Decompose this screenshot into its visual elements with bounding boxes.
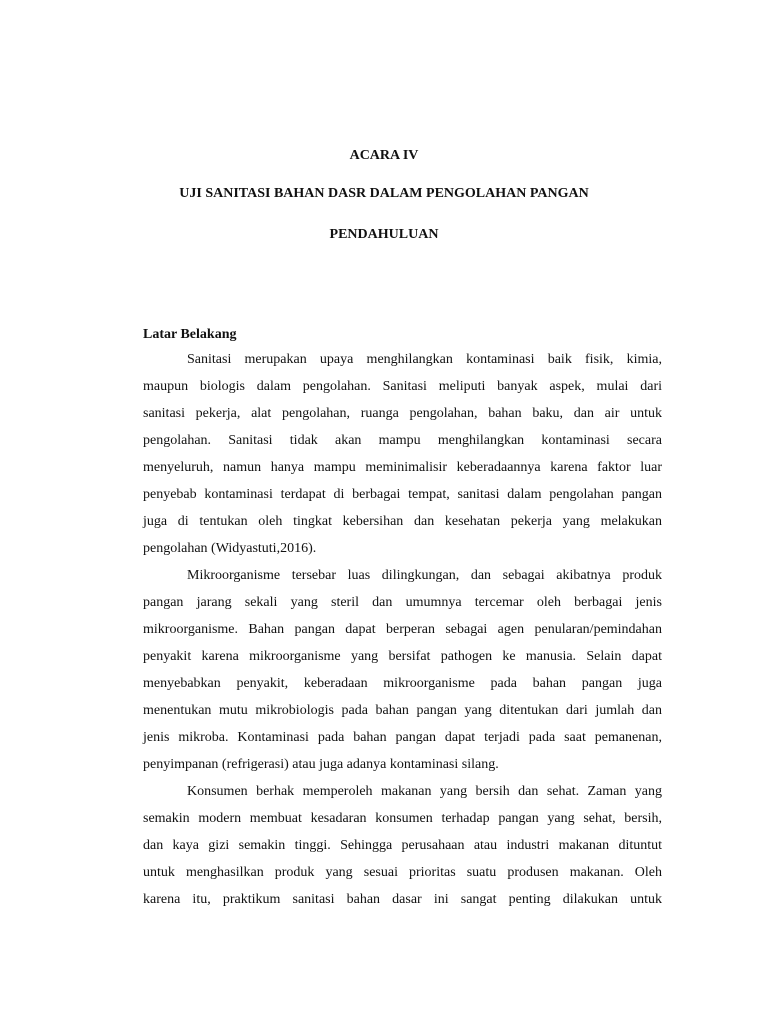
paragraph-line: dan kaya gizi semakin tinggi. Sehingga perusahaan atau industri makanan dituntut [143,838,662,853]
paragraph [143,562,662,778]
paragraph-line: penyimpanan (refrigerasi) atau juga adanya kontaminasi silang. [143,757,499,772]
chapter-title: UJI SANITASI BAHAN DASR DALAM PENGOLAHAN PANGAN [179,186,589,201]
chapter-label: ACARA IV [349,148,419,163]
paragraph-line: Sanitasi merupakan upaya menghilangkan kontaminasi baik fisik, kimia, [187,352,662,367]
paragraph-line: mikroorganisme. Bahan pangan dapat berperan sebagai agen penularan/pemindahan [143,622,662,637]
paragraph-line: jenis mikroba. Kontaminasi pada bahan pangan dapat terjadi pada saat pemanenan, [143,730,662,745]
paragraph-line: menyeluruh, namun hanya mampu meminimalisir keberadaannya karena faktor luar [143,460,662,475]
paragraph-line: penyebab kontaminasi terdapat di berbagai tempat, sanitasi dalam pengolahan pangan [143,487,662,502]
paragraph [143,778,662,913]
body-text [143,346,662,913]
paragraph-line: pangan jarang sekali yang steril dan umumnya tercemar oleh berbagai jenis [143,595,662,610]
paragraph-line: menyebabkan penyakit, keberadaan mikroorganisme pada bahan pangan juga [143,676,662,691]
paragraph-line: pengolahan (Widyastuti,2016). [143,541,317,556]
paragraph-line: Mikroorganisme tersebar luas dilingkungan, dan sebagai akibatnya produk [187,568,662,583]
paragraph-line: penyakit karena mikroorganisme yang bersifat pathogen ke manusia. Selain dapat [143,649,662,664]
paragraph-line: juga di tentukan oleh tingkat kebersihan dan kesehatan pekerja yang melakukan [143,514,662,529]
paragraph-line: menentukan mutu mikrobiologis pada bahan pangan yang ditentukan dari jumlah dan [143,703,662,718]
paragraph-line: sanitasi pekerja, alat pengolahan, ruanga pengolahan, bahan baku, dan air untuk [143,406,662,421]
section-heading: PENDAHULUAN [329,227,439,242]
subsection-title: Latar Belakang [143,327,237,342]
paragraph-line: Konsumen berhak memperoleh makanan yang bersih dan sehat. Zaman yang [187,784,662,799]
paragraph-line: semakin modern membuat kesadaran konsumen terhadap pangan yang sehat, bersih, [143,811,662,826]
paragraph-line: karena itu, praktikum sanitasi bahan dasar ini sangat penting dilakukan untuk [143,892,662,907]
paragraph [143,346,662,562]
paragraph-line: maupun biologis dalam pengolahan. Sanitasi meliputi banyak aspek, mulai dari [143,379,662,394]
paragraph-line: pengolahan. Sanitasi tidak akan mampu menghilangkan kontaminasi secara [143,433,662,448]
paragraph-line: untuk menghasilkan produk yang sesuai prioritas suatu produsen makanan. Oleh [143,865,662,880]
